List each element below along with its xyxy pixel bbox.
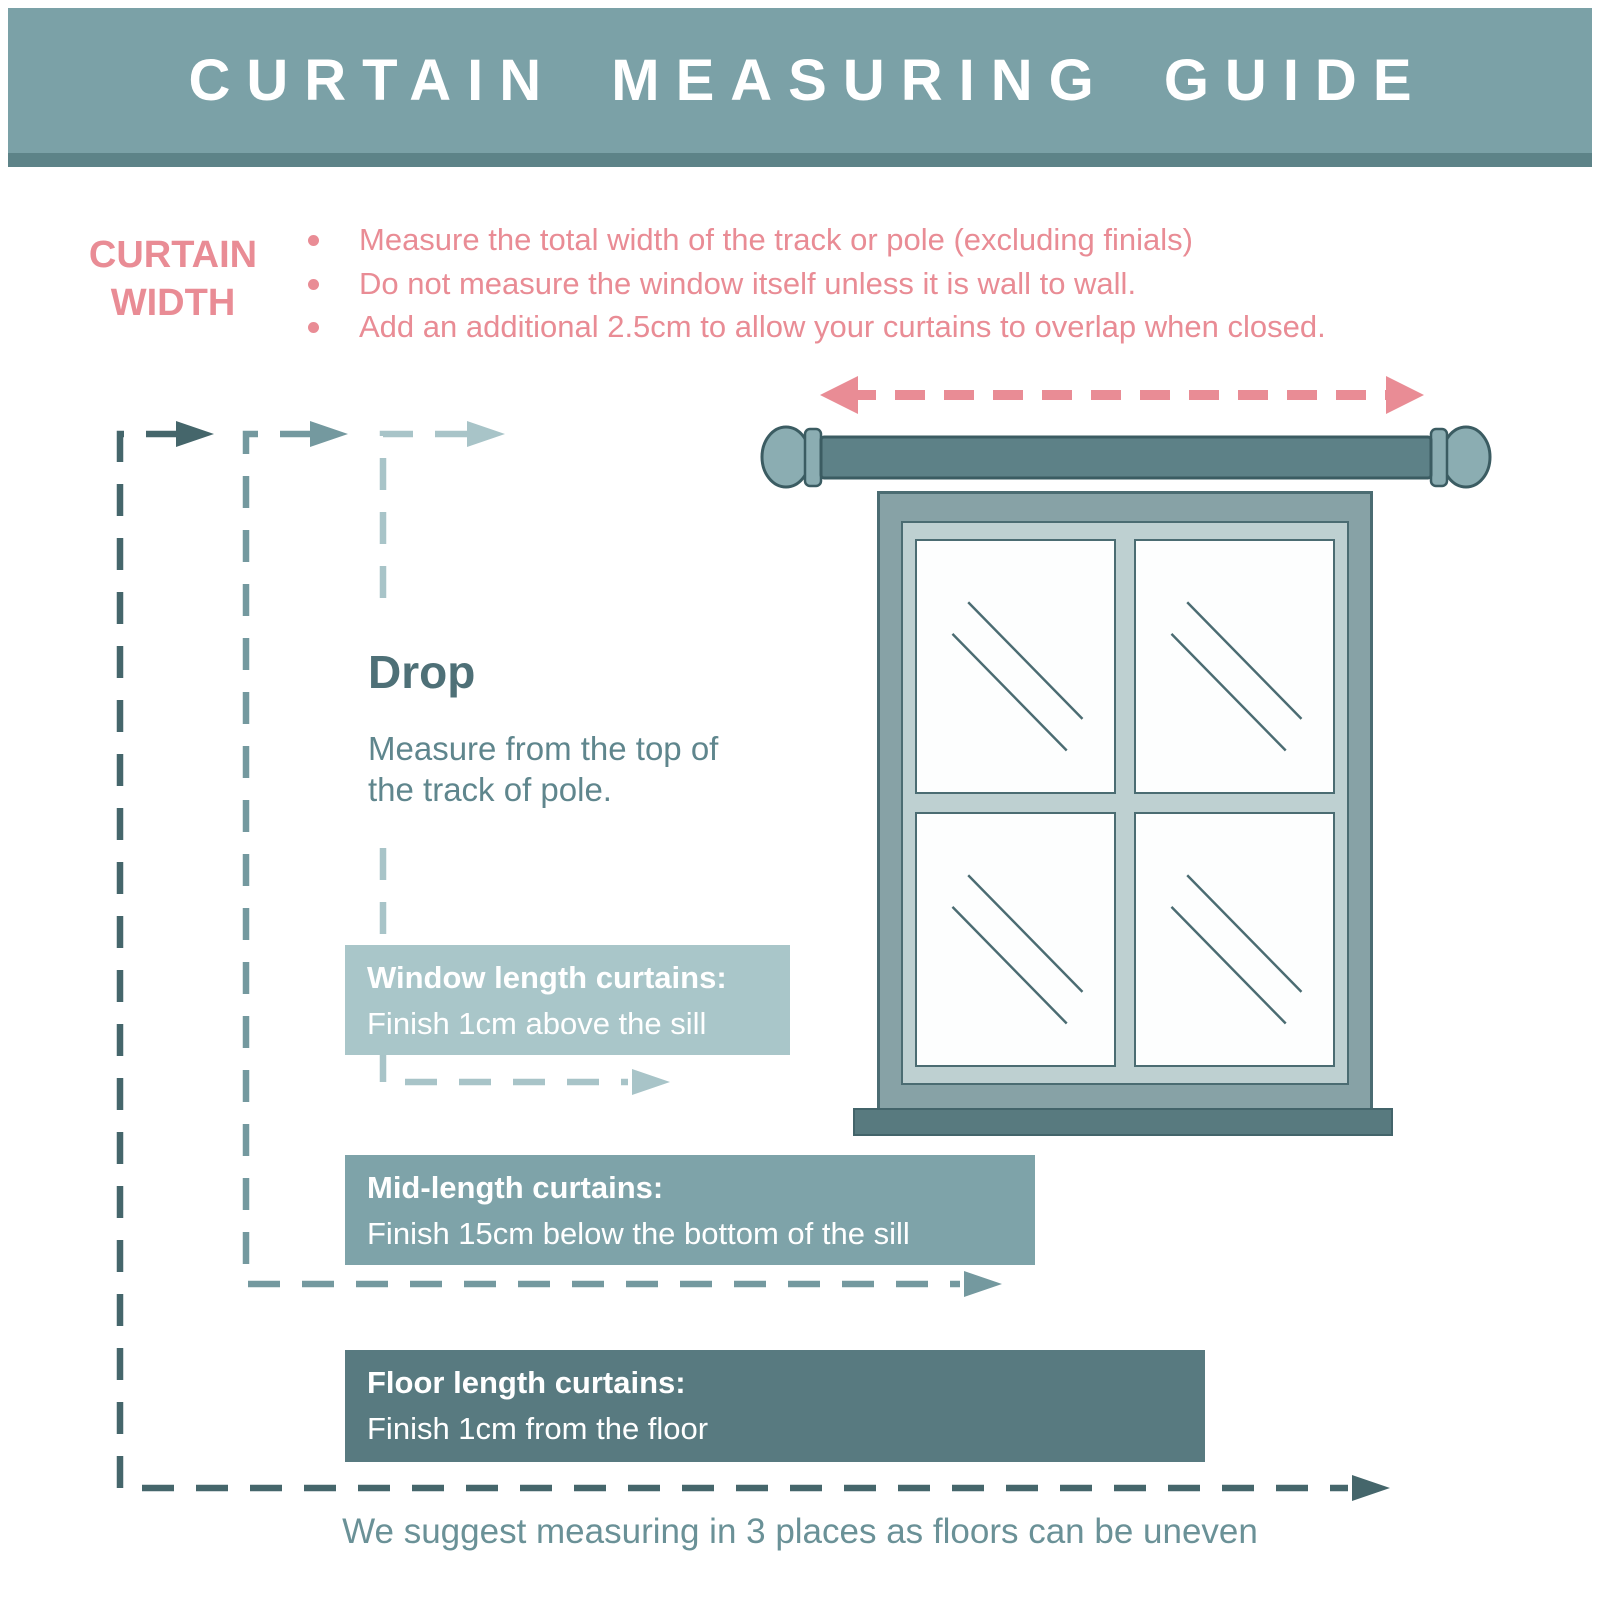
mid-length-title: Mid-length curtains: [367, 1170, 664, 1205]
pole-finial-right [1442, 427, 1490, 487]
arrow-left-icon [820, 376, 858, 414]
drop-heading: Drop [368, 646, 476, 698]
pole-bar [821, 437, 1431, 478]
bullet-text: Measure the total width of the track or pole (excluding finials) [359, 222, 1193, 257]
arrow-right-icon [310, 421, 348, 447]
glass-reflection-icon [917, 814, 1114, 1065]
window-length-dashes-top [383, 434, 467, 600]
bullet-text: Add an additional 2.5cm to allow your curtains to overlap when closed. [359, 309, 1326, 345]
window-length-description: Finish 1cm above the sill [367, 1006, 707, 1042]
window-length-title: Window length curtains: [367, 960, 727, 995]
arrow-right-icon [467, 421, 505, 447]
glass-reflection-icon [1136, 541, 1333, 792]
window-length-box [345, 945, 790, 1055]
arrow-right-icon [176, 421, 214, 447]
arrow-right-icon [1352, 1475, 1390, 1501]
floor-length-title: Floor length curtains: [367, 1365, 686, 1400]
floor-length-description: Finish 1cm from the floor [367, 1411, 709, 1447]
page-title: CURTAIN MEASURING GUIDE [188, 48, 1428, 113]
window-pane [915, 812, 1116, 1067]
pole-finial-left [762, 427, 810, 487]
window-pane [1134, 812, 1335, 1067]
arrow-right-icon [632, 1069, 670, 1095]
width-measure-arrow [820, 376, 1424, 414]
footer-note: We suggest measuring in 3 places as floors can be uneven [342, 1512, 1258, 1551]
bullet-text: Do not measure the window itself unless it is wall to wall. [359, 265, 1137, 301]
mid-length-box [345, 1155, 1035, 1265]
window-pane [915, 539, 1116, 794]
curtain-width-label: CURTAIN WIDTH [88, 234, 258, 324]
curtain-pole [762, 427, 1490, 487]
window-sill [853, 1108, 1393, 1136]
pole-collar-left [805, 429, 821, 486]
drop-section [368, 645, 728, 811]
window-inner-frame [901, 521, 1349, 1085]
floor-length-box [345, 1350, 1205, 1462]
glass-reflection-icon [917, 541, 1114, 792]
window-pane [1134, 539, 1335, 794]
arrow-right-icon [964, 1271, 1002, 1297]
drop-description: Measure from the top of the track of pole. [368, 730, 719, 808]
arrow-right-icon [1386, 376, 1424, 414]
window-illustration [877, 491, 1373, 1111]
pole-collar-right [1431, 429, 1447, 486]
glass-reflection-icon [1136, 814, 1333, 1065]
mid-length-description: Finish 15cm below the bottom of the sill [367, 1216, 910, 1252]
